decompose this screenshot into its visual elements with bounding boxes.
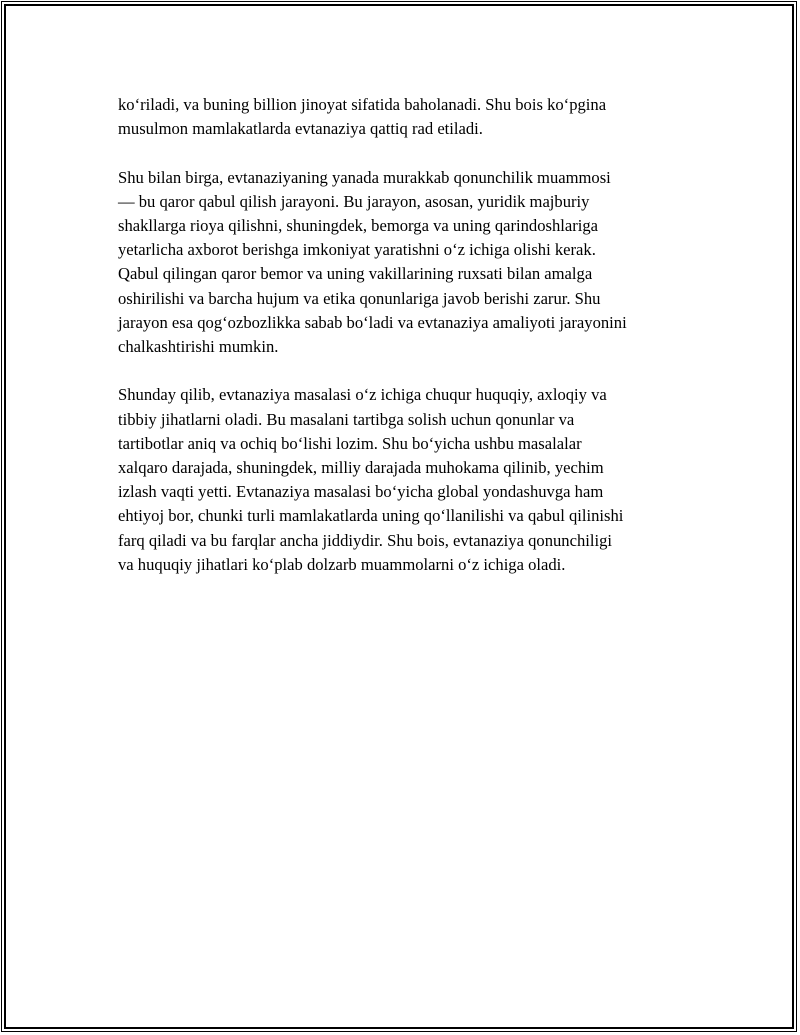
paragraph-3: Shunday qilib, evtanaziya masalasi o‘z ichiga chuqur huquqiy, axloqiy va tibbiy jihatlarni oladi. Bu masalani tartibga solish uchun qonunlar va tartibotlar aniq va ochiq bo‘lishi lozim. Shu bo‘yicha ushbu masalalar xalqaro darajada, shuningdek, milliy darajada muhokama qilinib, yechim izlash vaqti yetti. Evtanaziya masalasi bo‘yicha global yondashuvga ham ehtiyoj bor, chunki turli mamlakatlarda uning qo‘llanilishi va qabul qilinishi farq qiladi va bu farqlar ancha jiddiydir. Shu bois, evtanaziya qonunchiligi va huquqiy jihatlari ko‘plab dolzarb muammolarni o‘z ichiga oladi. — [118, 385, 624, 574]
document-body — [118, 93, 688, 601]
paragraph-2: Shu bilan birga, evtanaziyaning yanada murakkab qonunchilik muammosi — bu qaror qabul qilish jarayoni. Bu jarayon, asosan, yuridik majburiy shakllarga rioya qilishni, shuningdek, bemorga va uning qarindoshlariga yetarlicha axborot berishga imkoniyat yaratishni o‘z ichiga olishi kerak. Qabul qilingan qaror bemor va uning vakillarining ruxsati bilan amalga oshirilishi va barcha hujum va etika qonunlariga javob berishi zarur. Shu jarayon esa qog‘ozbozlikka sabab bo‘ladi va evtanaziya amaliyoti jarayonini chalkashtirishi mumkin. — [118, 167, 627, 357]
paragraph-1: ko‘riladi, va buning billion jinoyat sifatida baholanadi. Shu bois ko‘pgina musulmon mamlakatlarda evtanaziya qattiq rad etiladi. — [118, 95, 607, 139]
